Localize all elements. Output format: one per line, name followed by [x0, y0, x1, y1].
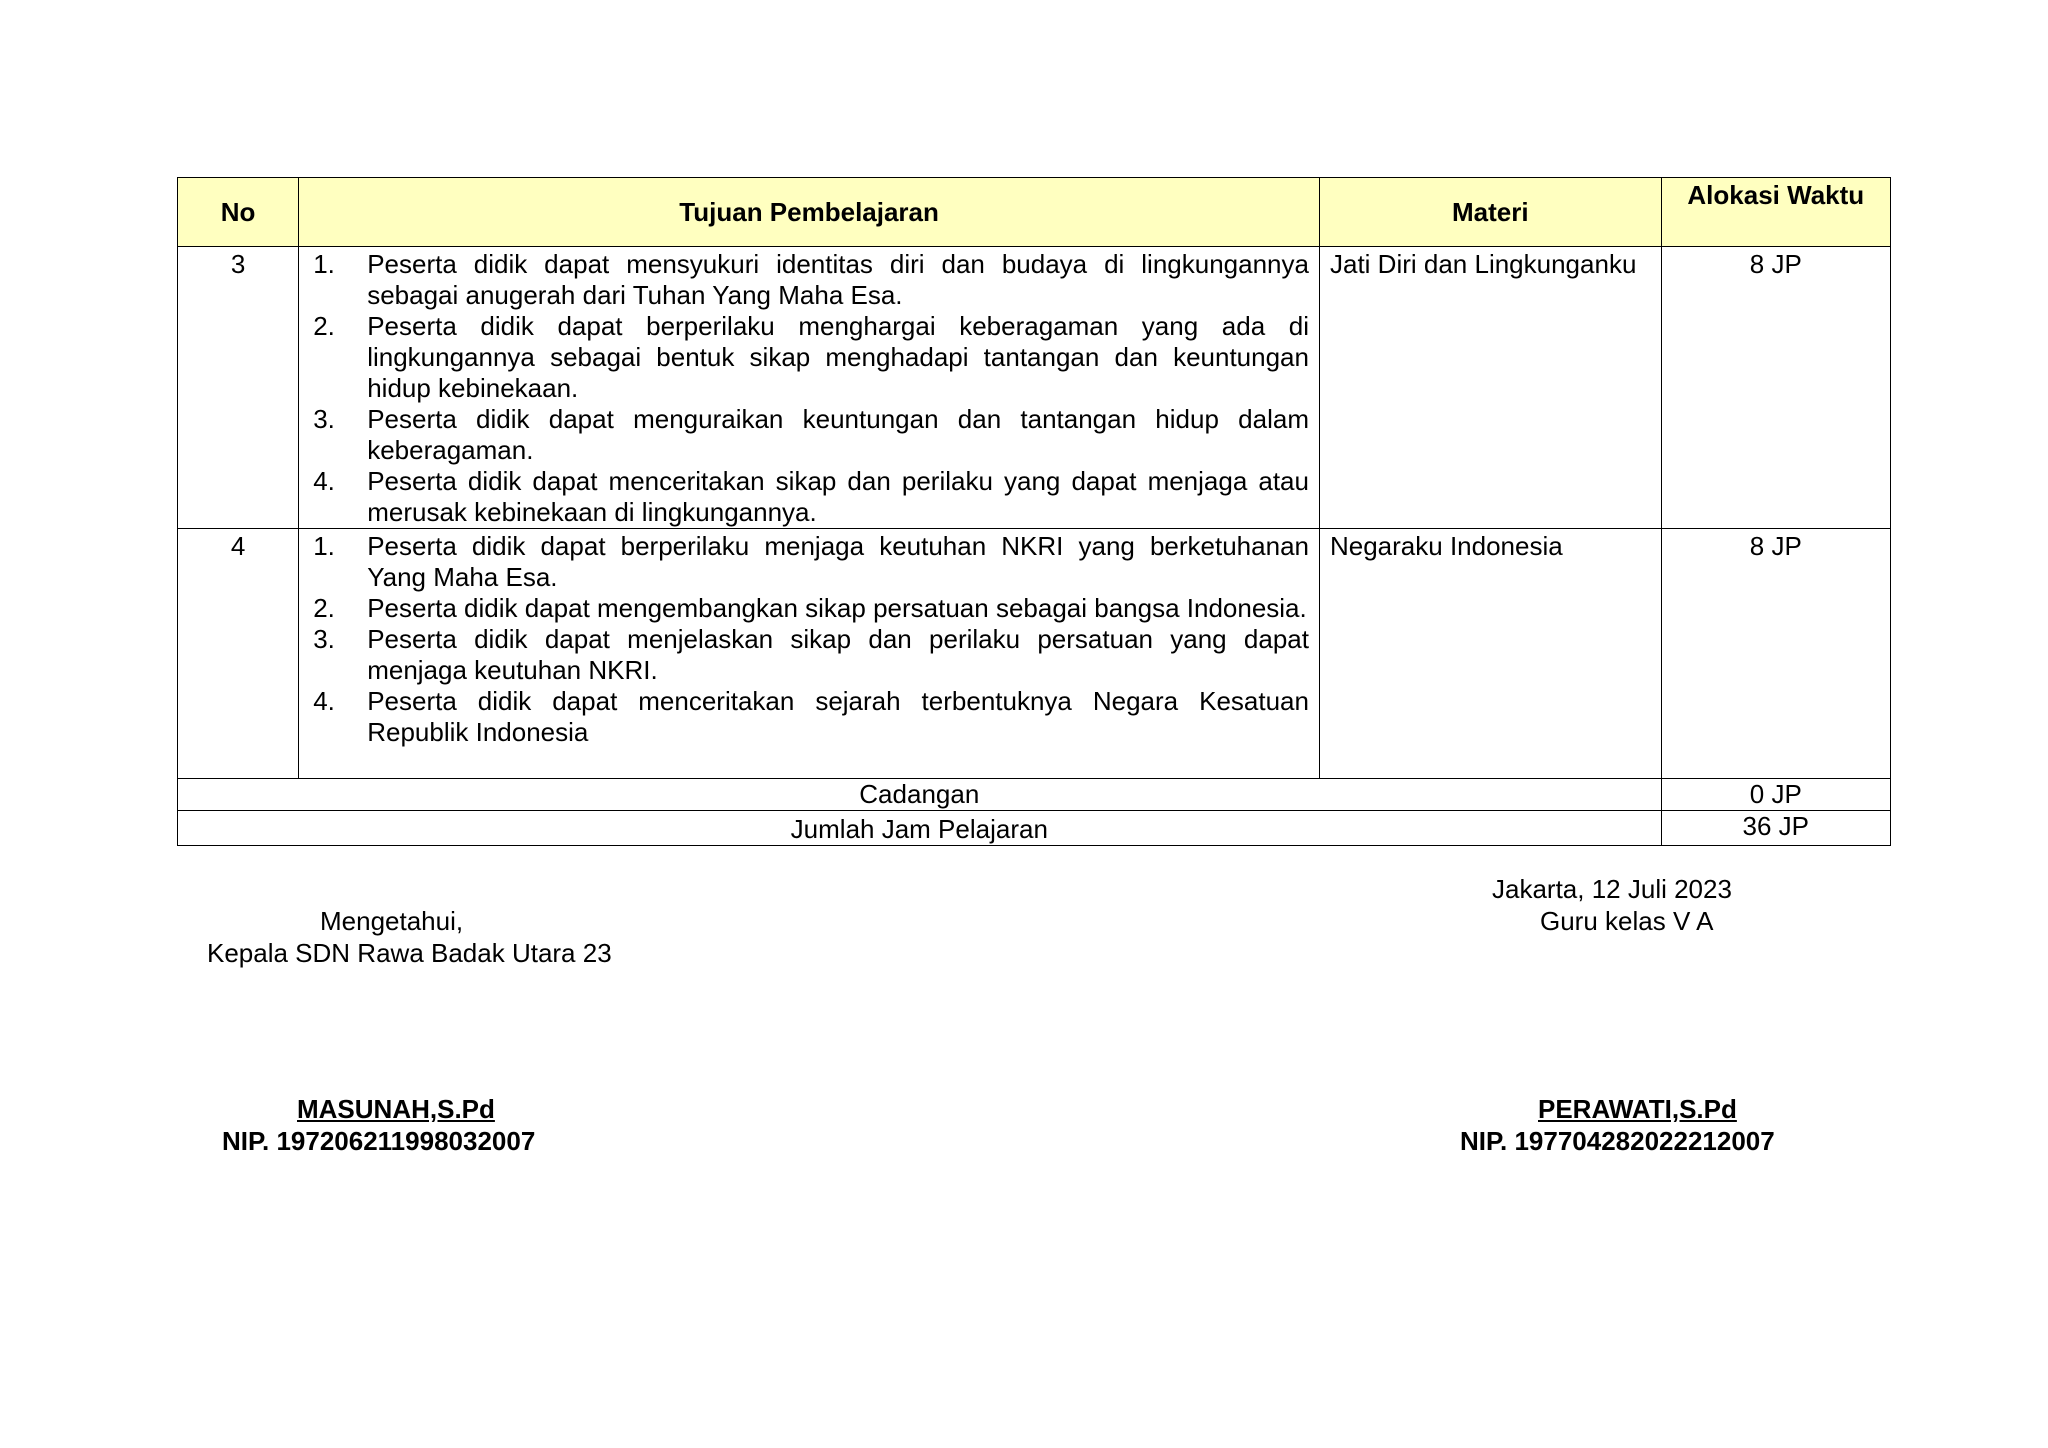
cadangan-row — [178, 779, 1891, 811]
left-signatory-nip: NIP. 197206211998032007 — [222, 1126, 536, 1156]
objective-number: 2. — [313, 311, 335, 341]
right-signatory-nip: NIP. 197704282022212007 — [1460, 1126, 1775, 1156]
list-item — [313, 311, 1309, 404]
objective-text: Peserta didik dapat berperilaku menjaga keutuhan NKRI yang berketuhanan Yang Maha Esa. — [367, 531, 1309, 592]
materi-cell: Negaraku Indonesia — [1319, 529, 1661, 779]
cadangan-label: Cadangan — [178, 779, 1662, 811]
objective-number: 1. — [313, 249, 335, 279]
table-row — [178, 529, 1891, 779]
objective-number: 4. — [313, 686, 335, 716]
list-item — [313, 249, 1309, 311]
left-signatory-name: MASUNAH,S.Pd — [297, 1094, 495, 1124]
table-header-row — [178, 178, 1891, 247]
objective-text: Peserta didik dapat mensyukuri identitas diri dan budaya di lingkungannya sebagai anugerah dari Tuhan Yang Maha Esa. — [367, 249, 1309, 310]
objective-number: 1. — [313, 531, 335, 561]
header-tujuan: Tujuan Pembelajaran — [299, 178, 1320, 247]
list-item — [313, 404, 1309, 466]
objective-list — [313, 249, 1309, 528]
objective-number: 3. — [313, 624, 335, 654]
table-row — [178, 247, 1891, 529]
cadangan-value: 0 JP — [1661, 779, 1890, 811]
objective-number: 3. — [313, 404, 335, 434]
list-item — [313, 593, 1309, 624]
objectives-cell — [299, 247, 1320, 529]
jumlah-value: 36 JP — [1661, 811, 1890, 846]
left-role: Kepala SDN Rawa Badak Utara 23 — [207, 938, 612, 968]
objective-number: 2. — [313, 593, 335, 623]
row-number: 4 — [178, 529, 299, 779]
row-number: 3 — [178, 247, 299, 529]
header-alokasi-waktu: Alokasi Waktu — [1661, 178, 1890, 247]
left-acknowledgement: Mengetahui, — [320, 906, 464, 936]
objectives-cell — [299, 529, 1320, 779]
objective-text: Peserta didik dapat menceritakan sikap dan perilaku yang dapat menjaga atau merusak kebinekaan di lingkungannya. — [367, 466, 1309, 527]
objective-number: 4. — [313, 466, 335, 496]
right-signatory-name: PERAWATI,S.Pd — [1538, 1094, 1737, 1124]
objective-text: Peserta didik dapat menceritakan sejarah terbentuknya Negara Kesatuan Republik Indonesia — [367, 686, 1309, 747]
materi-cell: Jati Diri dan Lingkunganku — [1319, 247, 1661, 529]
jumlah-row — [178, 811, 1891, 846]
objective-text: Peserta didik dapat menjelaskan sikap dan perilaku persatuan yang dapat menjaga keutuhan NKRI. — [367, 624, 1309, 685]
right-role: Guru kelas V A — [1540, 906, 1714, 936]
objective-text: Peserta didik dapat berperilaku menghargai keberagaman yang ada di lingkungannya sebagai bentuk sikap menghadapi tantangan dan keuntungan hidup kebinekaan. — [367, 311, 1309, 403]
objective-text: Peserta didik dapat mengembangkan sikap persatuan sebagai bangsa Indonesia. — [367, 593, 1307, 623]
header-materi: Materi — [1319, 178, 1661, 247]
learning-objectives-table — [177, 177, 1891, 846]
right-place-date: Jakarta, 12 Juli 2023 — [1492, 874, 1732, 904]
list-item — [313, 686, 1309, 748]
alokasi-waktu-cell: 8 JP — [1661, 247, 1890, 529]
alokasi-waktu-cell: 8 JP — [1661, 529, 1890, 779]
header-no: No — [178, 178, 299, 247]
objective-text: Peserta didik dapat menguraikan keuntungan dan tantangan hidup dalam keberagaman. — [367, 404, 1309, 465]
list-item — [313, 531, 1309, 593]
jumlah-label: Jumlah Jam Pelajaran — [178, 811, 1662, 846]
list-item — [313, 466, 1309, 528]
list-item — [313, 624, 1309, 686]
objective-list — [313, 531, 1309, 748]
